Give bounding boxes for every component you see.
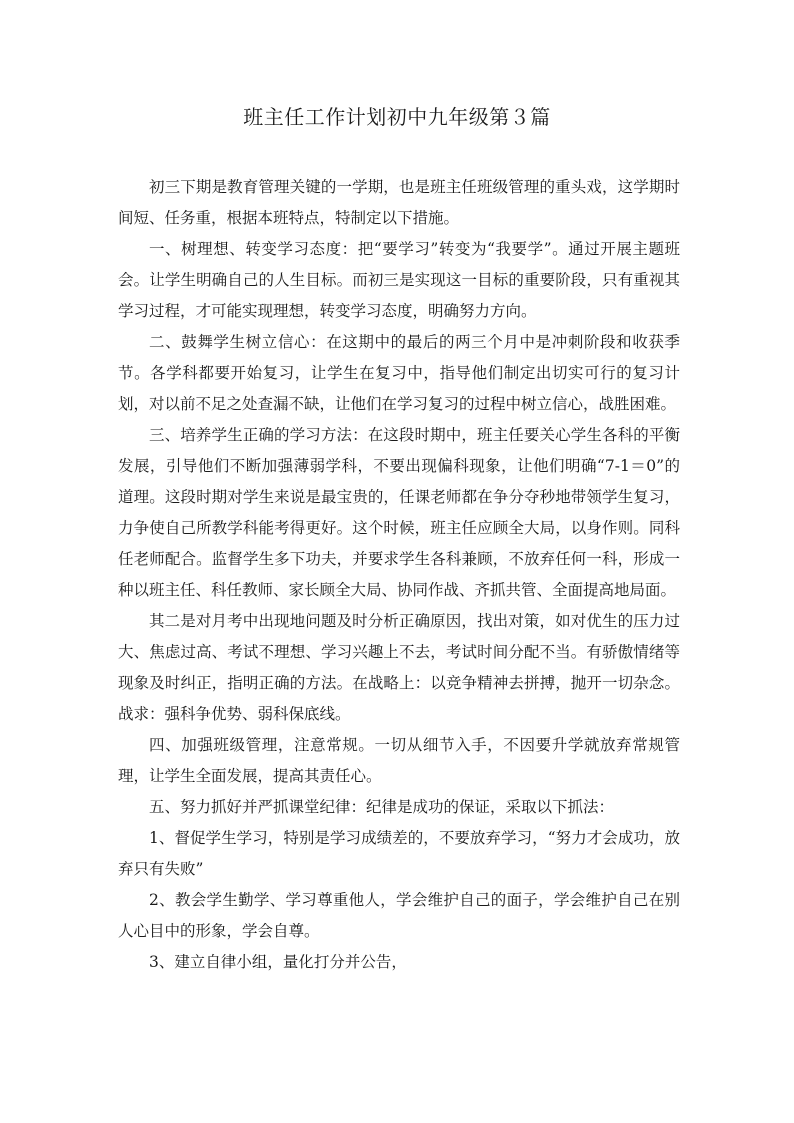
paragraph: 1、督促学生学习，特别是学习成绩差的，不要放弃学习，“努力才会成功，放弃只有失败” [118,829,680,878]
paragraph: 四、加强班级管理，注意常规。一切从细节入手，不因要升学就放弃常规管理，让学生全面发展，提高其责任心。 [118,736,680,785]
document-title: 班主任工作计划初中九年级第３篇 [243,105,551,129]
document-body [118,172,680,978]
paragraph: 三、培养学生正确的学习方法：在这段时期中，班主任要关心学生各科的平衡发展，引导他们不断加强薄弱学科，不要出现偏科现象，让他们明确“7-1＝0”的道理。这段时期对学生来说是最宝贵的，任课老师都在争分夺秒地带领学生复习，力争使自己所教学科能考得更好。这个时候，班主任应顾全大局，以身作则。同科任老师配合。监督学生多下功夫，并要求学生各科兼顾，不放弃任何一科，形成一种以班主任、科任教师、家长顾全大局、协同作战、齐抓共管、全面提高地局面。 [118,426,680,599]
paragraph: 一、树理想、转变学习态度：把“要学习”转变为“我要学”。通过开展主题班会。让学生明确自己的人生目标。而初三是实现这一目标的重要阶段，只有重视其学习过程，才可能实现理想，转变学习态度，明确努力方向。 [118,240,680,320]
paragraph: 3、建立自律小组，量化打分并公告， [149,953,407,971]
paragraph: 初三下期是教育管理关键的一学期，也是班主任班级管理的重头戏，这学期时间短、任务重，根据本班特点，特制定以下措施。 [118,178,680,227]
paragraph: 其二是对月考中出现地问题及时分析正确原因，找出对策，如对优生的压力过大、焦虑过高、考试不理想、学习兴趣上不去，考试时间分配不当。有骄傲情绪等现象及时纠正，指明正确的方法。在战略上：以竞争精神去拼搏，抛开一切杂念。战求：强科争优势、弱科保底线。 [118,612,680,723]
paragraph: 2、教会学生勤学、学习尊重他人，学会维护自己的面子，学会维护自己在别人心目中的形象，学会自尊。 [118,891,680,940]
paragraph: 二、鼓舞学生树立信心：在这期中的最后的两三个月中是冲刺阶段和收获季节。各学科都要开始复习，让学生在复习中，指导他们制定出切实可行的复习计划，对以前不足之处查漏不缺，让他们在学习复习的过程中树立信心，战胜困难。 [118,333,680,413]
paragraph: 五、努力抓好并严抓课堂纪律：纪律是成功的保证，采取以下抓法： [149,798,615,816]
